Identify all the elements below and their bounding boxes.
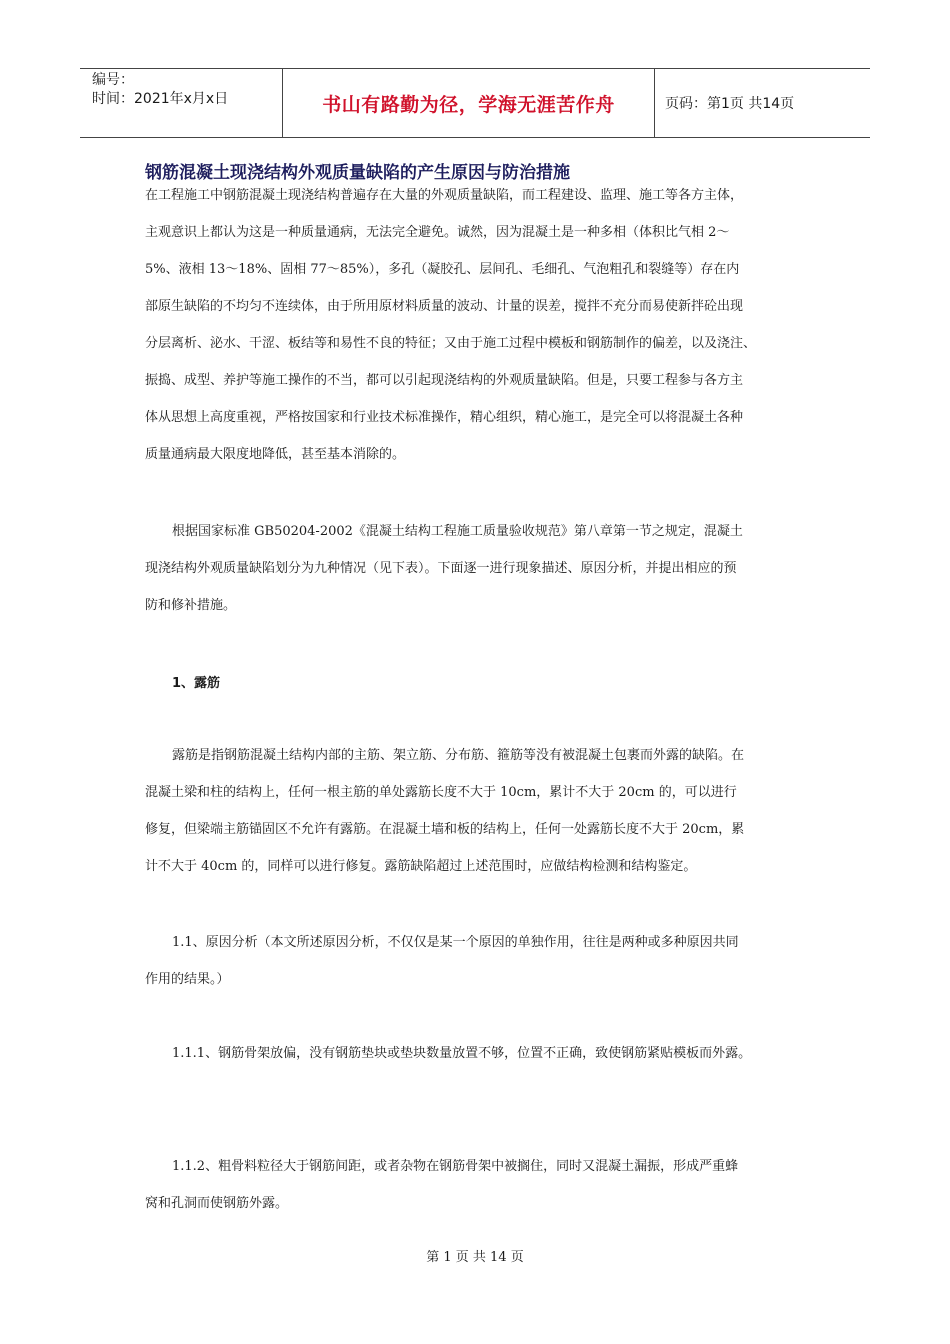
- text-line: 修复，但梁端主筋锚固区不允许有露筋。在混凝土墙和板的结构上，任何一处露筋长度不大于 20cm，累: [145, 822, 745, 837]
- text-line: 混凝土梁和柱的结构上，任何一根主筋的单处露筋长度不大于 10cm，累计不大于 20cm 的，可以进行: [145, 785, 737, 800]
- text-line: 分层离析、泌水、干涩、板结等和易性不良的特征；又由于施工过程中模板和钢筋制作的偏差，以及浇注、: [145, 336, 757, 351]
- text-line: 部原生缺陷的不均匀不连续体，由于所用原材料质量的波动、计量的误差，搅拌不充分而易使新拌砼出现: [145, 299, 744, 314]
- page-header: [80, 68, 870, 138]
- text-line: 根据国家标准 GB50204-2002《混凝土结构工程施工质量验收规范》第八章第一节之规定，混凝土: [172, 524, 743, 539]
- text-line: 质量通病最大限度地降低，甚至基本消除的。: [145, 447, 406, 462]
- code-label: 编号：: [92, 72, 134, 88]
- page-info-text: 页码：第1页 共14页: [665, 96, 795, 112]
- text-line: 窝和孔洞而使钢筋外露。: [145, 1196, 289, 1211]
- text-line: 露筋是指钢筋混凝土结构内部的主筋、架立筋、分布筋、箍筋等没有被混凝土包裹而外露的缺陷。在: [172, 748, 745, 763]
- page-footer: 第 1 页 共 14 页: [426, 1250, 524, 1265]
- intro-paragraph: [145, 186, 825, 482]
- header-page-info: [655, 69, 870, 137]
- text-line: 主观意识上都认为这是一种质量通病，无法完全避免。诚然，因为混凝土是一种多相（体积比气相 2～: [145, 225, 730, 240]
- text-line: 1.1.1、钢筋骨架放偏，没有钢筋垫块或垫块数量放置不够，位置不正确，致使钢筋紧贴模板而外露。: [172, 1046, 752, 1061]
- text-line: 在工程施工中钢筋混凝土现浇结构普遍存在大量的外观质量缺陷，而工程建设、监理、施工等各方主体，: [145, 188, 744, 203]
- text-line: 1.1.2、粗骨料粒径大于钢筋间距，或者杂物在钢筋骨架中被搁住，同时又混凝土漏振，形成严重蜂: [172, 1159, 739, 1174]
- text-line: 5%、液相 13～18%、固相 77～85%），多孔（凝胶孔、层间孔、毛细孔、气泡粗孔和裂缝等）存在内: [145, 262, 740, 277]
- section-1-heading: 1、露筋: [172, 676, 221, 691]
- text-line: 计不大于 40cm 的，同样可以进行修复。露筋缺陷超过上述范围时，应做结构检测和结构鉴定。: [145, 859, 697, 874]
- text-line: 体从思想上高度重视，严格按国家和行业技术标准操作，精心组织，精心施工，是完全可以将混凝土各种: [145, 410, 744, 425]
- item-1-1-2: [145, 1157, 825, 1231]
- date-label: 时间：2021年x月x日: [92, 91, 229, 107]
- header-motto-cell: [282, 69, 655, 137]
- item-1-1-1: [145, 1044, 825, 1081]
- text-line: 防和修补措施。: [145, 598, 237, 613]
- text-line: 作用的结果。）: [145, 972, 230, 987]
- header-meta: [80, 69, 282, 137]
- document-title: 钢筋混凝土现浇结构外观质量缺陷的产生原因与防治措施: [145, 163, 570, 183]
- standard-paragraph: [145, 522, 825, 633]
- text-line: 振捣、成型、养护等施工操作的不当，都可以引起现浇结构的外观质量缺陷。但是，只要工程参与各方主: [145, 373, 744, 388]
- motto-text: 书山有路勤为径，学海无涯苦作舟: [322, 93, 615, 116]
- text-line: 1.1、原因分析（本文所述原因分析，不仅仅是某一个原因的单独作用，往往是两种或多种原因共同: [172, 935, 739, 950]
- section-1-paragraph: [145, 746, 825, 894]
- text-line: 现浇结构外观质量缺陷划分为九种情况（见下表）。下面逐一进行现象描述、原因分析，并提出相应的预: [145, 561, 737, 576]
- analysis-paragraph: [145, 933, 825, 1007]
